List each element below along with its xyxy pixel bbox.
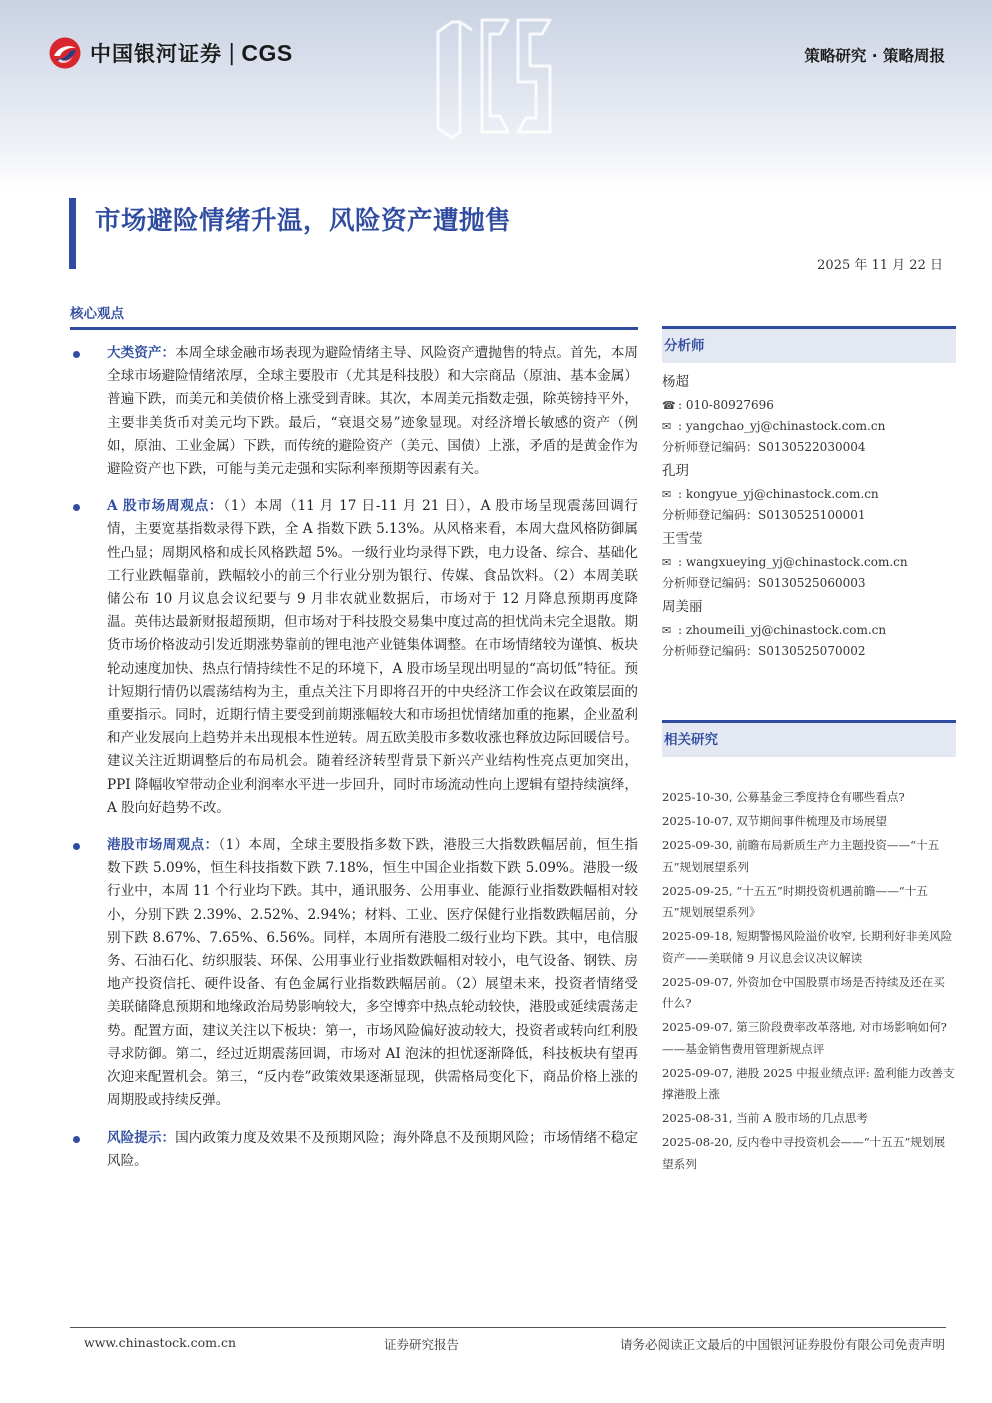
core-view-rule: [70, 327, 638, 330]
footer-rule: [70, 1327, 946, 1328]
related-item[interactable]: 2025-09-25, “十五五”时期投资机遇前瞻——“十五五”规划展望系列》: [662, 883, 928, 919]
mail-icon: ✉: [662, 556, 672, 569]
core-paragraph: [70, 834, 638, 1112]
title-accent-bar: [69, 198, 76, 269]
paragraph-lead: 风险提示：: [107, 1129, 176, 1146]
paragraph-lead: 港股市场周观点：: [107, 837, 219, 854]
analyst-heading: 分析师: [662, 329, 956, 363]
related-item[interactable]: 2025-09-07, 港股 2025 中报业绩点评: 盈利能力改善支撑港股上涨: [662, 1065, 955, 1101]
core-paragraph: [70, 342, 638, 481]
analyst-name: 杨超: [662, 374, 689, 390]
analyst-card: [662, 369, 956, 458]
related-item[interactable]: 2025-09-07, 第三阶段费率改革落地, 对市场影响如何? ——基金销售费用管理新规点评: [662, 1020, 947, 1056]
analyst-reg: 分析师登记编码：S0130522030004: [662, 440, 866, 454]
analyst-email[interactable]: ✉ : kongyue_yj@chinastock.com.cn: [662, 484, 956, 505]
logo-mark-icon: [48, 36, 82, 70]
bullet-icon: [73, 504, 80, 511]
cgs-watermark-icon: [430, 12, 560, 140]
paragraph-lead: 大类资产：: [107, 345, 176, 361]
analyst-reg: 分析师登记编码：S0130525060003: [662, 576, 866, 590]
report-category: 策略研究 · 策略周报: [804, 47, 945, 65]
paragraph-text: 国内政策力度及效果不及预期风险；海外降息不及预期风险；市场情绪不稳定风险。: [107, 1129, 639, 1169]
related-item[interactable]: 2025-09-07, 外资加仓中国股票市场是否持续及还在买什么?: [662, 974, 945, 1010]
core-view-label: 核心观点: [70, 306, 124, 322]
related-panel: [662, 720, 956, 1178]
paragraph-text: （1）本周（11 月 17 日-11 月 21 日），A 股市场呈现震荡回调行情，主要宽基指数录得下跌，全 A 指数下跌 5.13%。从风格来看，本周大盘风格防御属性凸显；周期风格和成长风格跌超 5%。一级行业均录得下跌，电力设备、综合、基础化工行业跌幅靠前，跌幅较小的前三个行业分别为银行、传媒、食品饮料。（2）本周美联储公布 10 月议息会议纪要与 9 月非农就业数据后，市场对于 12 月降息预期再度降温。英伟达最新财报超预期，但市场对于科技股交易集中度过高的担忧尚未完全退散。期货市场价格波动引发近期涨势靠前的锂电池产业链集体调整。在市场情绪较为谨慎、板块轮动速度加快、热点行情持续性不足的环境下，A 股市场呈现出明显的“高切低”特征。预计短期行情仍以震荡结构为主，重点关注下月即将召开的中央经济工作会议在政策层面的重要指示。同时，近期行情主要受到前期涨幅较大和市场担忧情绪加重的拖累，企业盈利和产业发展向上趋势并未出现根本性逆转。周五欧美股市多数收涨也释放边际回暖信号。建议关注近期调整后的布局机会。随着经济转型背景下新兴产业结构性亮点更加突出，PPI 降幅收窄带动企业利润率水平进一步回升，同时市场流动性向上逻辑有望持续演绎，A 股向好趋势不改。: [107, 498, 639, 816]
analyst-name: 孔玥: [662, 463, 689, 479]
paragraph-text: （1）本周，全球主要股指多数下跌，港股三大指数跌幅居前，恒生指数下跌 5.09%，恒生科技指数下跌 7.18%，恒生中国企业指数下跌 5.09%。港股一级行业中，本周 11 个行业均下跌。其中，通讯服务、公用事业、能源行业指数跌幅相对较小，分别下跌 2.39%、2.52%、2.94%；材料、工业、医疗保健行业指数跌幅居前，分别下跌 8.67%、7.65%、6.56%。同样，本周所有港股二级行业均下跌。其中，电信服务、石油石化、纺织服装、环保、公用事业行业指数跌幅相对较小，电气设备、钢铁、房地产投资信托、硬件设备、有色金属行业指数跌幅居前。（2）展望未来，投资者情绪受美联储降息预期和地缘政治局势影响较大，多空博弈中热点轮动较快，港股或延续震荡走势。配置方面，建议关注以下板块：第一，市场风险偏好波动较大，投资者或转向红利股寻求防御。第二，经过近期震荡回调，市场对 AI 泡沫的担忧逐渐降低，科技板块有望再次迎来配置机会。第三，“反内卷”政策效果逐渐显现，供需格局变化下，商品价格上涨的周期股或持续反弹。: [107, 837, 638, 1109]
analyst-card: [662, 594, 956, 662]
mail-icon: ✉: [662, 624, 672, 637]
related-item[interactable]: 2025-09-30, 前瞻布局新质生产力主题投资——“十五五”规划展望系列: [662, 838, 940, 874]
analyst-email[interactable]: ✉ : zhoumeili_yj@chinastock.com.cn: [662, 620, 956, 641]
mail-icon: ✉: [662, 420, 672, 433]
logo-cn-text: 中国银河证券: [90, 42, 222, 66]
phone-icon: ☎: [662, 399, 676, 412]
analyst-email[interactable]: ✉ : yangchao_yj@chinastock.com.cn: [662, 416, 956, 437]
analyst-email[interactable]: ✉ : wangxueying_yj@chinastock.com.cn: [662, 552, 956, 573]
footer-report-type: 证券研究报告: [384, 1337, 460, 1352]
core-view-body: [70, 342, 638, 1187]
related-item[interactable]: 2025-09-18, 短期警惕风险溢价收窄, 长期利好非美风险资产——美联储 9 月议息会议决议解读: [662, 929, 953, 965]
footer-website-link[interactable]: www.chinastock.com.cn: [84, 1335, 237, 1350]
analyst-reg: 分析师登记编码：S0130525100001: [662, 508, 866, 522]
related-heading: 相关研究: [662, 723, 956, 757]
related-item[interactable]: 2025-10-07, 双节期间事件梳理及市场展望: [662, 814, 887, 828]
related-item[interactable]: 2025-08-20, 反内卷中寻投资机会——“十五五”规划展望系列: [662, 1135, 946, 1171]
paragraph-lead: A 股市场周观点：: [107, 498, 224, 515]
company-logo: [48, 36, 293, 70]
mail-icon: ✉: [662, 488, 672, 501]
analyst-name: 王雪莹: [662, 531, 703, 547]
analyst-name: 周美丽: [662, 599, 703, 615]
analyst-phone: ☎ : 010-80927696: [662, 395, 956, 416]
analyst-card: [662, 458, 956, 526]
analyst-reg: 分析师登记编码：S0130525070002: [662, 644, 866, 658]
related-item[interactable]: 2025-10-30, 公募基金三季度持仓有哪些看点?: [662, 790, 905, 804]
footer-disclaimer: 请务必阅读正文最后的中国银河证券股份有限公司免责声明: [619, 1337, 945, 1352]
bullet-icon: [73, 1136, 80, 1143]
analyst-card: [662, 526, 956, 594]
analyst-panel: [662, 326, 956, 662]
logo-separator: |: [228, 40, 236, 66]
core-paragraph: [70, 1127, 638, 1173]
core-paragraph: [70, 495, 638, 820]
report-date: 2025 年 11 月 22 日: [817, 258, 943, 273]
report-title: 市场避险情绪升温，风险资产遭抛售: [95, 206, 512, 236]
related-item[interactable]: 2025-08-31, 当前 A 股市场的几点思考: [662, 1111, 868, 1125]
paragraph-text: 本周全球金融市场表现为避险情绪主导、风险资产遭抛售的特点。首先，本周全球市场避险情绪浓厚，全球主要股市（尤其是科技股）和大宗商品（原油、基本金属）普遍下跌，而美元和美债价格上涨受到青睐。其次，本周美元指数走强，除英镑持平外，主要非美货币对美元均下跌。最后，“衰退交易”迹象显现。对经济增长敏感的资产（例如，原油、工业金属）下跌，而传统的避险资产（美元、国债）上涨，矛盾的是黄金作为避险资产也下跌，可能与美元走强和实际利率预期等因素有关。: [107, 345, 639, 478]
bullet-icon: [73, 351, 80, 358]
bullet-icon: [73, 843, 80, 850]
logo-en-text: CGS: [241, 39, 293, 66]
related-list: [662, 787, 956, 1175]
